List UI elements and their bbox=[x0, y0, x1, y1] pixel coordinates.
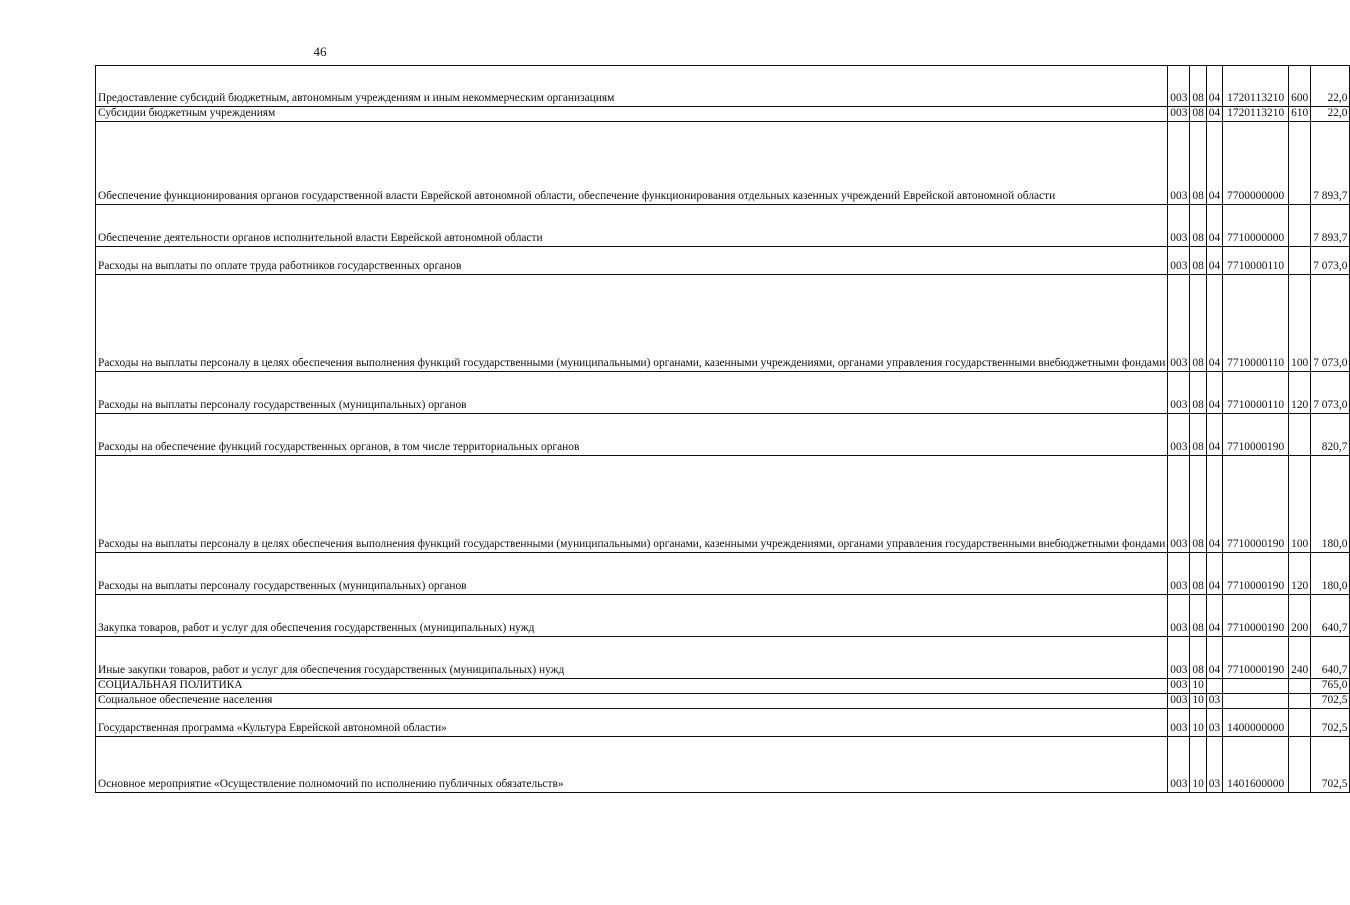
row-ved: 003 bbox=[1168, 121, 1190, 204]
row-amount: 820,7 bbox=[1311, 413, 1350, 455]
row-csr-parts bbox=[1225, 232, 1286, 246]
row-csr-parts bbox=[1225, 664, 1286, 678]
row-ved: 003 bbox=[1168, 455, 1190, 552]
row-csr-part: 1 bbox=[1238, 664, 1245, 676]
row-vr: 240 bbox=[1289, 636, 1311, 678]
row-vr bbox=[1289, 693, 1311, 708]
row-csr-parts bbox=[1225, 357, 1286, 371]
row-pr: 04 bbox=[1206, 66, 1222, 107]
row-rz: 08 bbox=[1190, 204, 1206, 246]
row-pr: 03 bbox=[1206, 693, 1222, 708]
row-csr-part: 00 bbox=[1244, 232, 1256, 244]
row-csr bbox=[1223, 204, 1289, 246]
row-csr-part: 14 bbox=[1227, 777, 1239, 790]
row-csr-part: 00 bbox=[1244, 260, 1256, 272]
row-csr-part: 1 bbox=[1238, 441, 1245, 453]
row-csr-part: 77 bbox=[1227, 664, 1239, 676]
row-csr-part: 0 bbox=[1238, 777, 1245, 790]
row-csr-part: 13210 bbox=[1255, 92, 1285, 105]
row-rz: 10 bbox=[1190, 708, 1206, 736]
row-name: Расходы на выплаты персоналу в целях обеспечения выполнения функций государственными (муниципальными) органами, казенными учреждениями, органами управления государственными внебюджетными фондами bbox=[96, 274, 1168, 371]
row-ved: 003 bbox=[1168, 708, 1190, 736]
row-name: Субсидии бюджетным учреждениям bbox=[96, 107, 1168, 122]
row-vr: 610 bbox=[1289, 107, 1311, 122]
row-csr-part: 77 bbox=[1227, 580, 1239, 592]
row-name: Расходы на выплаты персоналу в целях обеспечения выполнения функций государственными (муниципальными) органами, казенными учреждениями, органами управления государственными внебюджетными фондами bbox=[96, 455, 1168, 552]
row-csr-part: 00000 bbox=[1255, 721, 1285, 734]
row-csr bbox=[1223, 107, 1289, 122]
table-row bbox=[96, 66, 1350, 107]
table-row bbox=[96, 121, 1350, 204]
row-csr-part: 77 bbox=[1227, 260, 1239, 272]
table-row bbox=[96, 274, 1350, 371]
table-row bbox=[96, 371, 1350, 413]
row-rz: 08 bbox=[1190, 121, 1206, 204]
budget-table bbox=[95, 65, 1350, 793]
row-vr bbox=[1289, 413, 1311, 455]
row-csr bbox=[1223, 66, 1289, 107]
row-name: Закупка товаров, работ и услуг для обеспечения государственных (муниципальных) нужд bbox=[96, 594, 1168, 636]
row-csr-part: 00 bbox=[1244, 580, 1256, 592]
row-amount: 640,7 bbox=[1311, 594, 1350, 636]
table-body bbox=[96, 66, 1350, 793]
table-row bbox=[96, 693, 1350, 708]
row-pr: 04 bbox=[1206, 121, 1222, 204]
row-csr bbox=[1223, 636, 1289, 678]
row-ved: 003 bbox=[1168, 678, 1190, 693]
table-row bbox=[96, 413, 1350, 455]
row-name: Иные закупки товаров, работ и услуг для обеспечения государственных (муниципальных) нужд bbox=[96, 636, 1168, 678]
row-pr: 04 bbox=[1206, 204, 1222, 246]
row-rz: 08 bbox=[1190, 66, 1206, 107]
table-row bbox=[96, 107, 1350, 122]
row-csr bbox=[1223, 371, 1289, 413]
row-csr bbox=[1223, 413, 1289, 455]
row-amount: 22,0 bbox=[1311, 107, 1350, 122]
row-csr-part: 00 bbox=[1244, 441, 1256, 453]
row-pr: 03 bbox=[1206, 708, 1222, 736]
row-csr-part: 1 bbox=[1238, 580, 1245, 592]
row-csr-part: 2 bbox=[1238, 92, 1245, 105]
row-ved: 003 bbox=[1168, 413, 1190, 455]
row-csr-part: 00 bbox=[1244, 399, 1256, 411]
row-ved: 003 bbox=[1168, 204, 1190, 246]
row-csr-part: 00 bbox=[1244, 357, 1256, 369]
row-amount: 22,0 bbox=[1311, 66, 1350, 107]
row-csr-part: 77 bbox=[1227, 399, 1239, 411]
row-rz: 10 bbox=[1190, 736, 1206, 792]
row-csr-part: 0 bbox=[1238, 190, 1245, 202]
row-name: Основное мероприятие «Осуществление полномочий по исполнению публичных обязательств» bbox=[96, 736, 1168, 792]
row-csr-part: 00190 bbox=[1255, 538, 1285, 550]
row-csr-parts bbox=[1225, 722, 1286, 736]
row-csr bbox=[1223, 693, 1289, 708]
row-csr bbox=[1223, 552, 1289, 594]
row-csr-part: 1 bbox=[1238, 232, 1245, 244]
row-vr: 600 bbox=[1289, 66, 1311, 107]
row-csr-part: 1 bbox=[1238, 399, 1245, 411]
row-csr-part: 77 bbox=[1227, 538, 1239, 550]
row-ved: 003 bbox=[1168, 107, 1190, 122]
row-csr-parts bbox=[1225, 622, 1286, 636]
row-ved: 003 bbox=[1168, 66, 1190, 107]
table-row bbox=[96, 636, 1350, 678]
row-pr: 04 bbox=[1206, 107, 1222, 122]
row-csr-parts bbox=[1225, 92, 1286, 106]
table-row bbox=[96, 246, 1350, 274]
row-csr-part: 1 bbox=[1238, 538, 1245, 550]
row-rz: 08 bbox=[1190, 552, 1206, 594]
table-row bbox=[96, 678, 1350, 693]
row-ved: 003 bbox=[1168, 246, 1190, 274]
row-csr-part: 1 bbox=[1238, 622, 1245, 634]
row-csr-parts bbox=[1225, 538, 1286, 552]
row-csr-part: 77 bbox=[1227, 357, 1239, 369]
row-csr-part: 00 bbox=[1244, 664, 1256, 676]
row-csr-part: 77 bbox=[1227, 622, 1239, 634]
table-row bbox=[96, 455, 1350, 552]
row-csr-part: 00 bbox=[1244, 622, 1256, 634]
row-csr-part: 01 bbox=[1244, 92, 1256, 105]
row-csr-part: 01 bbox=[1244, 107, 1256, 119]
row-pr: 04 bbox=[1206, 246, 1222, 274]
row-csr-part: 77 bbox=[1227, 441, 1239, 453]
row-vr: 120 bbox=[1289, 371, 1311, 413]
row-csr bbox=[1223, 678, 1289, 693]
row-vr bbox=[1289, 736, 1311, 792]
row-csr-part: 00190 bbox=[1255, 441, 1285, 453]
row-amount: 765,0 bbox=[1311, 678, 1350, 693]
table-row bbox=[96, 204, 1350, 246]
row-vr bbox=[1289, 121, 1311, 204]
row-amount: 7 893,7 bbox=[1311, 204, 1350, 246]
row-pr: 04 bbox=[1206, 413, 1222, 455]
row-name: Расходы на выплаты персоналу государственных (муниципальных) органов bbox=[96, 371, 1168, 413]
row-csr-part: 17 bbox=[1227, 107, 1239, 119]
row-vr: 200 bbox=[1289, 594, 1311, 636]
row-csr-parts bbox=[1225, 580, 1286, 594]
row-rz: 08 bbox=[1190, 455, 1206, 552]
row-csr-part: 13210 bbox=[1255, 107, 1285, 119]
row-csr bbox=[1223, 708, 1289, 736]
table-row bbox=[96, 736, 1350, 792]
row-rz: 08 bbox=[1190, 636, 1206, 678]
row-pr bbox=[1206, 678, 1222, 693]
row-csr-part: 1 bbox=[1238, 357, 1245, 369]
row-amount: 7 073,0 bbox=[1311, 274, 1350, 371]
row-csr-part: 77 bbox=[1227, 190, 1239, 202]
row-name: Расходы на выплаты по оплате труда работников государственных органов bbox=[96, 246, 1168, 274]
row-csr-part: 1 bbox=[1238, 260, 1245, 272]
row-ved: 003 bbox=[1168, 693, 1190, 708]
table-row bbox=[96, 552, 1350, 594]
row-amount: 640,7 bbox=[1311, 636, 1350, 678]
row-rz: 08 bbox=[1190, 371, 1206, 413]
row-vr: 100 bbox=[1289, 455, 1311, 552]
row-ved: 003 bbox=[1168, 594, 1190, 636]
row-vr: 100 bbox=[1289, 274, 1311, 371]
row-csr-part: 0 bbox=[1238, 721, 1245, 734]
row-csr-part: 00000 bbox=[1255, 190, 1285, 202]
row-rz: 10 bbox=[1190, 678, 1206, 693]
row-csr-part: 77 bbox=[1227, 232, 1239, 244]
row-vr bbox=[1289, 678, 1311, 693]
row-pr: 04 bbox=[1206, 455, 1222, 552]
table-row bbox=[96, 708, 1350, 736]
row-pr: 04 bbox=[1206, 594, 1222, 636]
row-csr bbox=[1223, 736, 1289, 792]
row-name: Обеспечение функционирования органов государственной власти Еврейской автономной области, обеспечение функционирования отдельных казенных учреждений Еврейской автономной области bbox=[96, 121, 1168, 204]
row-csr-part: 00190 bbox=[1255, 664, 1285, 676]
row-name: Предоставление субсидий бюджетным, автономным учреждениям и иным некоммерческим организациям bbox=[96, 66, 1168, 107]
row-csr bbox=[1223, 121, 1289, 204]
row-amount: 702,5 bbox=[1311, 736, 1350, 792]
table-row bbox=[96, 594, 1350, 636]
row-csr-part: 00000 bbox=[1255, 777, 1285, 790]
row-csr bbox=[1223, 246, 1289, 274]
row-csr-part: 00110 bbox=[1256, 260, 1285, 272]
row-ved: 003 bbox=[1168, 274, 1190, 371]
row-csr-part: 00190 bbox=[1255, 580, 1285, 592]
row-rz: 08 bbox=[1190, 413, 1206, 455]
row-vr: 120 bbox=[1289, 552, 1311, 594]
row-rz: 08 bbox=[1190, 107, 1206, 122]
row-ved: 003 bbox=[1168, 371, 1190, 413]
row-csr-parts bbox=[1225, 260, 1286, 274]
row-amount: 7 073,0 bbox=[1311, 246, 1350, 274]
row-rz: 08 bbox=[1190, 274, 1206, 371]
row-amount: 702,5 bbox=[1311, 693, 1350, 708]
page-number: 46 bbox=[313, 44, 327, 59]
row-name: Расходы на выплаты персоналу государственных (муниципальных) органов bbox=[96, 552, 1168, 594]
row-vr bbox=[1289, 708, 1311, 736]
row-pr: 04 bbox=[1206, 552, 1222, 594]
row-csr-parts bbox=[1225, 190, 1286, 204]
row-pr: 04 bbox=[1206, 636, 1222, 678]
row-name: СОЦИАЛЬНАЯ ПОЛИТИКА bbox=[96, 678, 1168, 693]
row-pr: 04 bbox=[1206, 371, 1222, 413]
row-ved: 003 bbox=[1168, 636, 1190, 678]
row-name: Социальное обеспечение населения bbox=[96, 693, 1168, 708]
row-rz: 08 bbox=[1190, 594, 1206, 636]
row-csr-part: 14 bbox=[1227, 721, 1239, 734]
row-csr-part: 16 bbox=[1244, 777, 1256, 790]
row-csr-parts bbox=[1225, 778, 1286, 792]
row-rz: 10 bbox=[1190, 693, 1206, 708]
row-vr bbox=[1289, 204, 1311, 246]
row-rz: 08 bbox=[1190, 246, 1206, 274]
row-amount: 180,0 bbox=[1311, 455, 1350, 552]
row-name: Расходы на обеспечение функций государственных органов, в том числе территориальных органов bbox=[96, 413, 1168, 455]
row-csr-part: 00000 bbox=[1255, 232, 1285, 244]
row-csr-part: 00190 bbox=[1255, 622, 1285, 634]
row-csr-part: 00 bbox=[1244, 538, 1256, 550]
row-vr bbox=[1289, 246, 1311, 274]
row-amount: 180,0 bbox=[1311, 552, 1350, 594]
row-csr-part: 00110 bbox=[1256, 357, 1285, 369]
row-csr bbox=[1223, 455, 1289, 552]
row-pr: 03 bbox=[1206, 736, 1222, 792]
row-csr-part: 00 bbox=[1244, 190, 1256, 202]
row-csr-parts bbox=[1225, 441, 1286, 455]
row-ved: 003 bbox=[1168, 552, 1190, 594]
row-csr bbox=[1223, 274, 1289, 371]
row-pr: 04 bbox=[1206, 274, 1222, 371]
row-csr-parts bbox=[1225, 107, 1286, 121]
row-name: Государственная программа «Культура Еврейской автономной области» bbox=[96, 708, 1168, 736]
row-csr bbox=[1223, 594, 1289, 636]
row-csr-parts bbox=[1225, 399, 1286, 413]
row-amount: 7 073,0 bbox=[1311, 371, 1350, 413]
row-amount: 7 893,7 bbox=[1311, 121, 1350, 204]
row-amount: 702,5 bbox=[1311, 708, 1350, 736]
row-ved: 003 bbox=[1168, 736, 1190, 792]
row-csr-part: 00 bbox=[1244, 721, 1256, 734]
row-csr-part: 2 bbox=[1238, 107, 1245, 119]
row-csr-part: 00110 bbox=[1256, 399, 1285, 411]
row-csr-part: 17 bbox=[1227, 92, 1239, 105]
row-name: Обеспечение деятельности органов исполнительной власти Еврейской автономной области bbox=[96, 204, 1168, 246]
